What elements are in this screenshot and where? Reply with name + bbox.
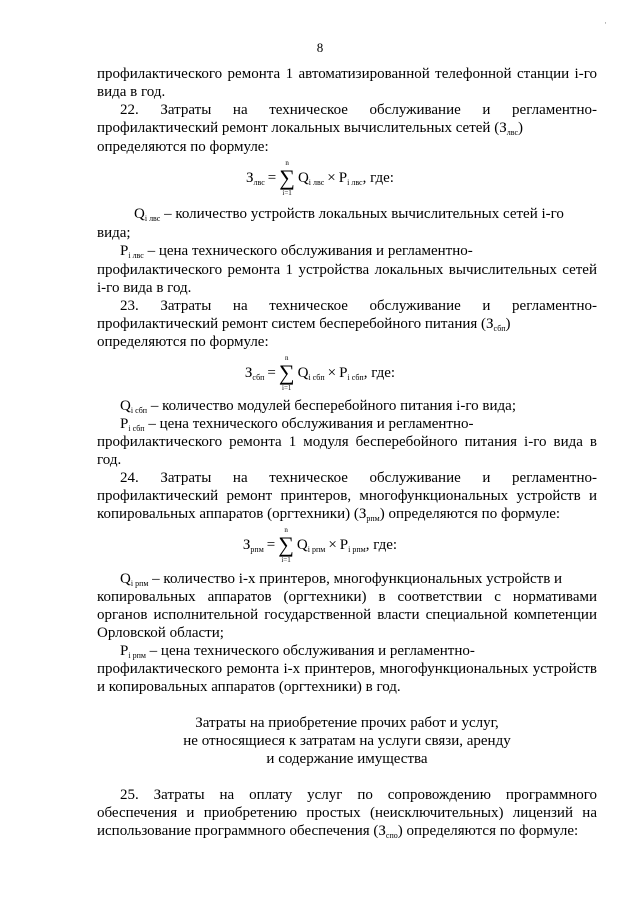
text-line: профилактического ремонта 1 модуля бесперебойного питания i-го вида в: [97, 434, 597, 450]
formula-23: $З_{сбп}$ = n ∑ i=1 $Q_{i сбп}$ × $P_{i сбп}$, где:: [244, 354, 396, 392]
text-line: органов исполнительной государственной власти специальной компетенции: [97, 607, 597, 623]
text-line: профилактический ремонт локальных вычислительных сетей $(З_{лвс})$: [97, 120, 523, 137]
section-heading: и содержание имущества: [266, 751, 428, 767]
text-line: вида в год.: [97, 84, 166, 100]
text-line: профилактический ремонт систем бесперебойного питания $(З_{сбп})$: [97, 316, 511, 333]
corner-mark: ·: [604, 18, 607, 28]
text-line: и копировальных аппаратов (оргтехники) в год.: [97, 679, 401, 695]
formula-22: $З_{лвс}$ = n ∑ i=1 $Q_{i лвс}$ × $P_{i лвс}$, где:: [246, 159, 394, 197]
sum-symbol: n ∑ i=1: [278, 354, 295, 392]
text-line: профилактического ремонта i-х принтеров, многофункциональных устройств: [97, 661, 597, 677]
page-number: 8: [316, 40, 324, 55]
text-line: $P_{i лвс}$ – цена технического обслуживания и регламентно-: [120, 243, 473, 260]
paragraph-24-start: 24. Затраты на техническое обслуживание и регламентно-: [120, 470, 597, 486]
text-line: профилактического ремонта 1 устройства локальных вычислительных сетей: [97, 262, 597, 278]
text-line: копировальных аппаратов (оргтехники) в соответствии с нормативами: [97, 589, 597, 605]
sum-symbol: n ∑ i=1: [278, 526, 294, 564]
text-line: определяются по формуле:: [97, 139, 269, 155]
section-heading: Затраты на приобретение прочих работ и услуг,: [195, 715, 499, 731]
text-line: определяются по формуле:: [97, 334, 269, 350]
text-line: Орловской области;: [97, 625, 224, 641]
text-line: год.: [97, 452, 122, 468]
paragraph-23-start: 23. Затраты на техническое обслуживание и регламентно-: [120, 298, 597, 314]
text-line: $P_{i сбп}$ – цена технического обслуживания и регламентно-: [120, 416, 474, 433]
formula-24: $З_{рпм}$ = n ∑ i=1 $Q_{i рпм}$ × $P_{i рпм}$, где:: [242, 526, 398, 564]
text-line: использование программного обеспечения $(З_{спо})$ определяются по формуле:: [97, 823, 579, 840]
paragraph-22-start: 22. Затраты на техническое обслуживание и регламентно-: [120, 102, 597, 118]
text-line: $P_{i рпм}$ – цена технического обслуживания и регламентно-: [120, 643, 475, 660]
text-line: $Q_{i сбп}$ – количество модулей бесперебойного питания i-го вида;: [120, 398, 516, 415]
text-line: i-го вида в год.: [97, 280, 192, 296]
text-line: копировальных аппаратов (оргтехники) $(З_{рпм})$ определяются по формуле:: [97, 506, 561, 523]
text-line: $Q_{i рпм}$ – количество i-х принтеров, многофункциональных устройств и: [120, 571, 563, 588]
text-line: профилактического ремонта 1 автоматизированной телефонной станции i-го: [97, 66, 597, 82]
text-line: профилактический ремонт принтеров, многофункциональных устройств и: [97, 488, 597, 504]
text-line: $Q_{i лвс}$ – количество устройств локальных вычислительных сетей i-го: [134, 206, 564, 223]
paragraph-25-start: 25. Затраты на оплату услуг по сопровождению программного: [120, 787, 597, 803]
text-line: вида;: [97, 225, 131, 241]
text-line: обеспечения и приобретению простых (неисключительных) лицензий на: [97, 805, 597, 821]
section-heading: не относящиеся к затратам на услуги связи, аренду: [183, 733, 511, 749]
sum-symbol: n ∑ i=1: [279, 159, 295, 197]
